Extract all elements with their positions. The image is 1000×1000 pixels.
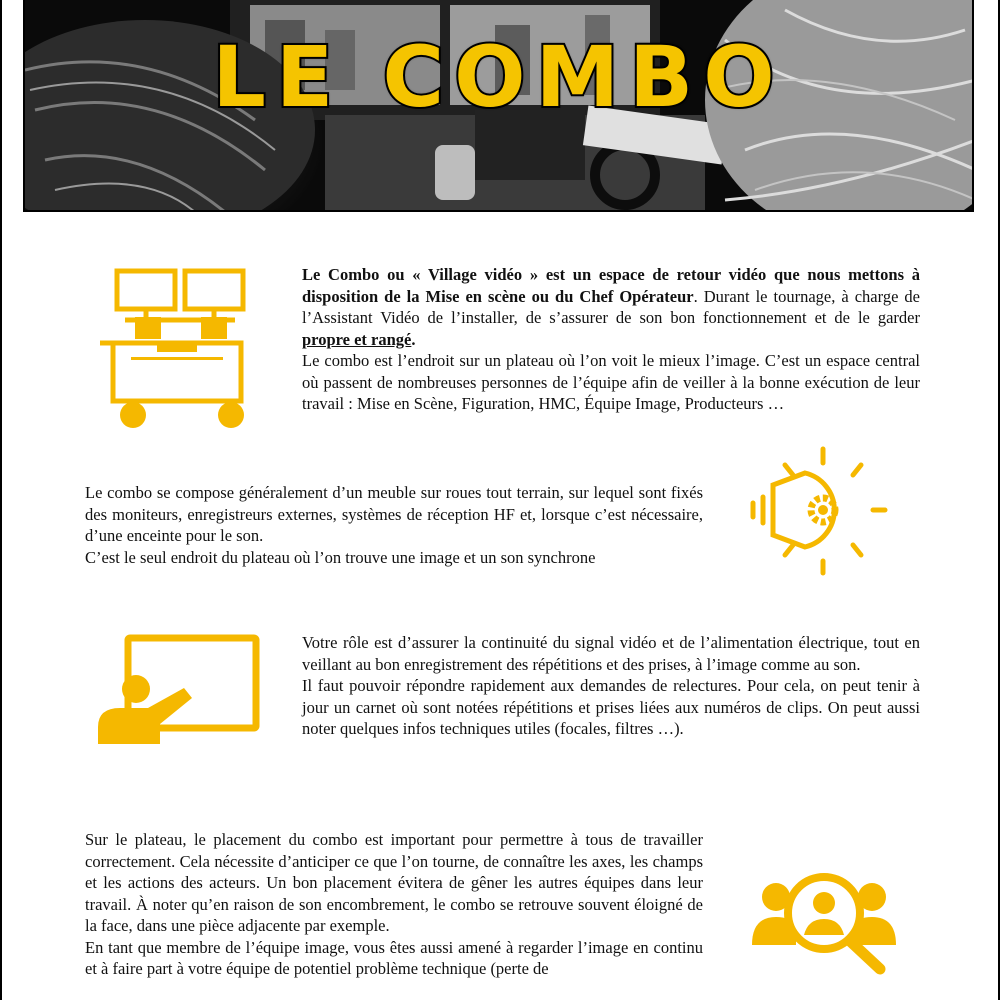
section1-emphasis: propre et rangé xyxy=(302,329,412,349)
teacher-board-icon xyxy=(98,632,263,744)
section2-text xyxy=(85,482,703,568)
section2-paragraph1: Le combo se compose généralement d’un meuble sur roues tout terrain, sur lequel sont fixés des moniteurs, enregistreurs externes, systèmes de réception HF et, lorsque c’est nécessaire, d’une enceinte pour le son. xyxy=(85,483,703,545)
section4-paragraph2: En tant que membre de l’équipe image, vous êtes aussi amené à regarder l’image en continu et à faire part à votre équipe de potentiel problème technique (perte de xyxy=(85,937,703,978)
section4-paragraph1: Sur le plateau, le placement du combo est important pour permettre à tous de travailler correctement. Cela nécessite d’anticiper ce que l’on tourne, de connaître les axes, les champs et les actions des acteurs. Un bon placement évitera de gêner les autres équipes dans leur travail. À noter qu’en raison de son encombrement, le combo se retrouve souvent éloigné de la face, dans une pièce adjacente par exemple. xyxy=(85,830,703,935)
section3-paragraph2: Il faut pouvoir répondre rapidement aux demandes de relectures. Pour cela, on peut tenir à jour un carnet où sont notées répétitions et prises liées aux numéros de clips. On peut aussi noter quelques infos techniques utiles (focales, filtres …). xyxy=(302,676,920,738)
header-banner xyxy=(23,0,974,212)
gear-bulb-icon xyxy=(745,445,890,580)
section1-text xyxy=(302,264,920,415)
section1-bold-intro: Le Combo ou « Village vidéo » est un espace de retour vidéo que nous mettons à disposition de la Mise en scène ou du Chef Opérateur xyxy=(302,265,920,306)
section4-text xyxy=(85,829,703,980)
page-border-left xyxy=(0,0,2,1000)
monitor-cart-icon xyxy=(95,265,255,435)
section2-paragraph2: C’est le seul endroit du plateau où l’on trouve une image et un son synchrone xyxy=(85,547,596,567)
team-search-icon xyxy=(748,865,900,977)
page-title: LE COMBO xyxy=(212,28,785,126)
section1-paragraph2: Le combo est l’endroit sur un plateau où l’on voit le mieux l’image. C’est un espace central où passent de nombreuses personnes de l’équipe afin de veiller à la bonne exécution de leur travail : Mise en Scène, Figuration, HMC, Équipe Image, Producteurs … xyxy=(302,351,920,413)
section3-paragraph1: Votre rôle est d’assurer la continuité du signal vidéo et de l’alimentation électrique, tout en veillant au bon enregistrement des répétitions et des prises, à l’image comme au son. xyxy=(302,633,920,674)
section3-text xyxy=(302,632,920,740)
section1-period: . xyxy=(411,329,416,349)
section1-text-a: . Durant le tournage, à charge de l’Assistant Vidéo de l’installer, de s’assurer de son bon fonctionnement et de le garder xyxy=(302,286,921,327)
